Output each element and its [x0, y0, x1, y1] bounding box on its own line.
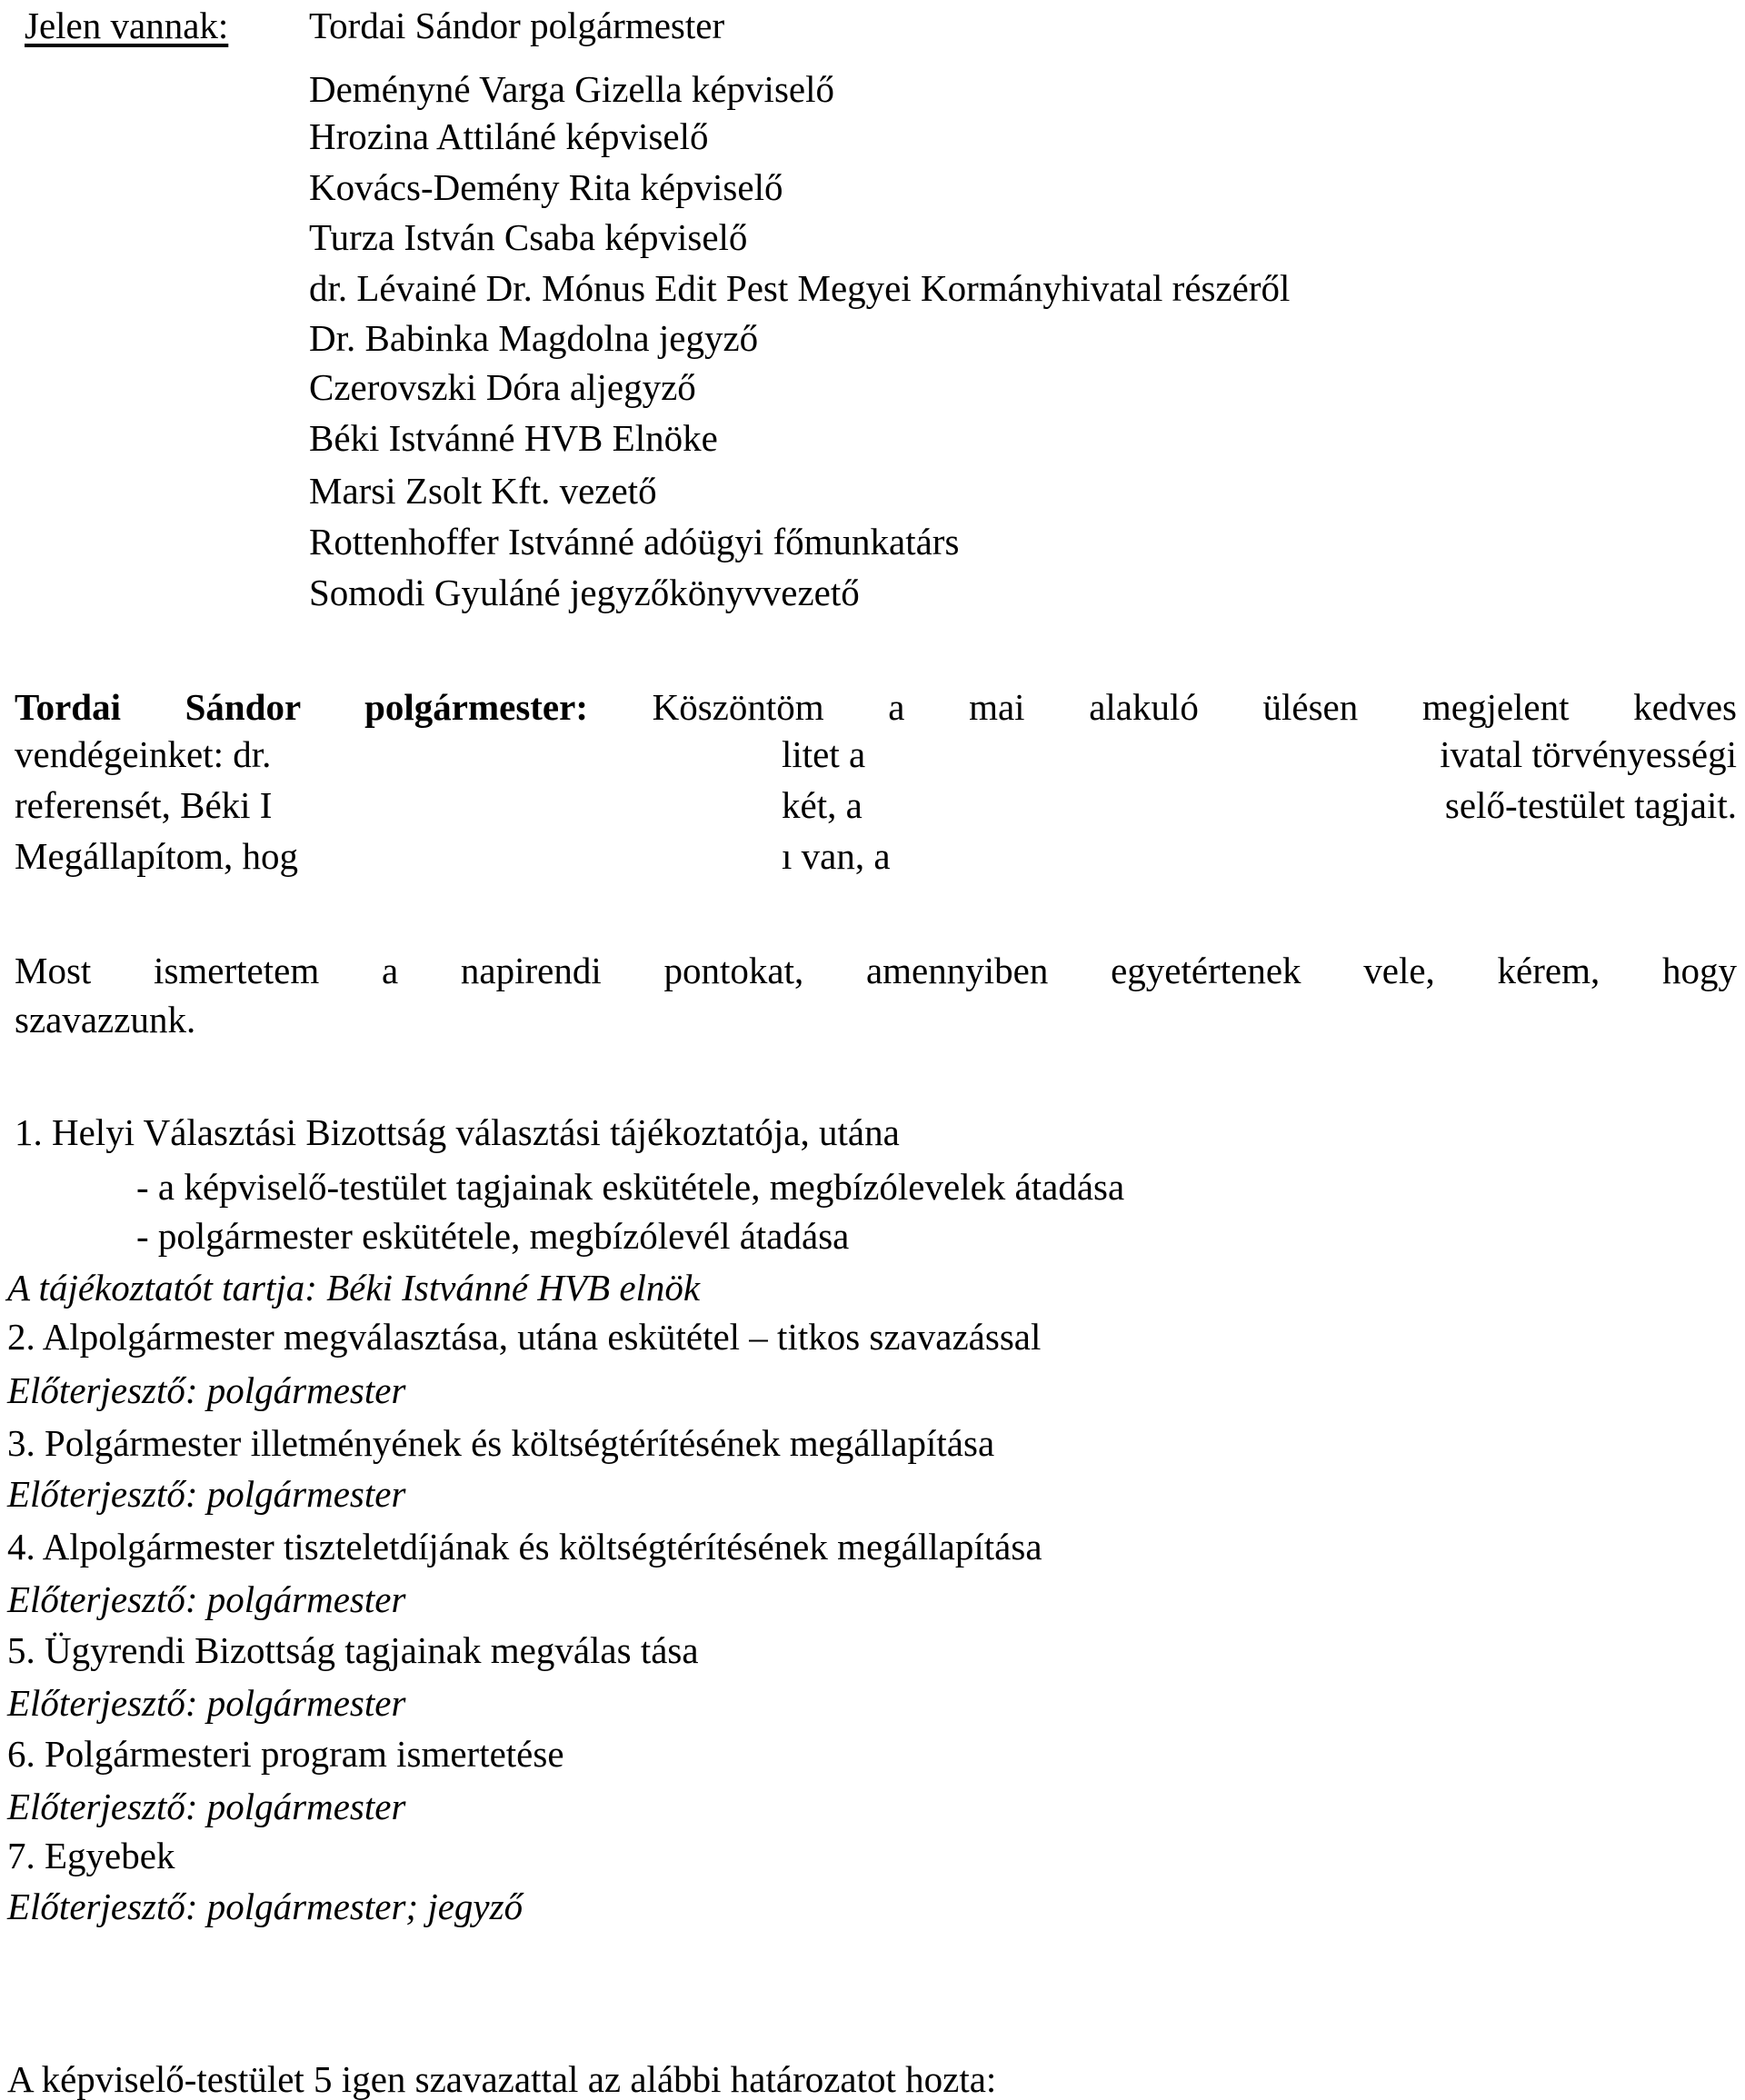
opening-line-2 [15, 733, 1737, 778]
opening-line-3 [15, 784, 1737, 829]
attendee-item: Rottenhoffer Istvánné adóügyi főmunkatárs [309, 521, 960, 562]
agenda-subitem: - a képviselő-testület tagjainak eskütétele, megbízólevelek átadása [136, 1166, 1125, 1208]
attendee-item: Somodi Gyuláné jegyzőkönyvvezető [309, 572, 860, 613]
agenda-item-title: 7. Egyebek [7, 1835, 175, 1876]
agenda-intro-line-2: szavazzunk. [15, 999, 196, 1040]
opening-fragment: Megállapítom, hog [15, 835, 299, 877]
agenda-item-title: 5. Ügyrendi Bizottság tagjainak megválas tása [7, 1629, 699, 1671]
opening-fragment: referensét, Béki I [15, 784, 273, 826]
attendee-item: Czerovszki Dóra aljegyző [309, 366, 696, 408]
attendee-item: Deményné Varga Gizella képviselő [309, 68, 834, 110]
agenda-subitem: - polgármester eskütétele, megbízólevél átadása [136, 1215, 850, 1257]
opening-fragment: két, a [782, 784, 863, 826]
attendee-item: Marsi Zsolt Kft. vezető [309, 470, 657, 512]
agenda-presenter: Előterjesztő: polgármester [7, 1369, 406, 1411]
attendee-item: Béki Istvánné HVB Elnöke [309, 417, 718, 459]
opening-line-1 [15, 686, 1737, 728]
agenda-item-title: 6. Polgármesteri program ismertetése [7, 1733, 564, 1775]
attendee-item: Tordai Sándor polgármester [309, 5, 725, 46]
agenda-presenter: Előterjesztő: polgármester [7, 1578, 406, 1620]
attendee-item: Dr. Babinka Magdolna jegyző [309, 317, 759, 359]
opening-fragment: ivatal törvényességi [1440, 733, 1737, 775]
agenda-presenter: A tájékoztatót tartja: Béki Istvánné HVB elnök [7, 1267, 701, 1309]
agenda-item-title: 2. Alpolgármester megválasztása, utána eskütétel – titkos szavazással [7, 1316, 1042, 1358]
speaker-name: Tordai Sándor polgármester: [15, 686, 588, 728]
agenda-presenter: Előterjesztő: polgármester [7, 1786, 406, 1827]
agenda-presenter: Előterjesztő: polgármester [7, 1473, 406, 1515]
agenda-presenter: Előterjesztő: polgármester; jegyző [7, 1886, 524, 1927]
attendance-label: Jelen vannak: [25, 5, 229, 46]
agenda-presenter: Előterjesztő: polgármester [7, 1682, 406, 1724]
opening-text: Köszöntöm a mai alakuló ülésen megjelent kedves [652, 686, 1737, 728]
attendee-item: Turza István Csaba képviselő [309, 216, 748, 258]
opening-line-4 [15, 835, 1737, 880]
agenda-item-title: 4. Alpolgármester tiszteletdíjának és költségtérítésének megállapítása [7, 1526, 1042, 1568]
attendee-item: dr. Lévainé Dr. Mónus Edit Pest Megyei Kormányhivatal részéről [309, 267, 1291, 309]
attendee-item: Hrozina Attiláné képviselő [309, 115, 709, 157]
agenda-intro-line-1: Most ismertetem a napirendi pontokat, amennyiben egyetértenek vele, kérem, hogy [15, 950, 1737, 991]
resolution-intro: A képviselő-testület 5 igen szavazattal az alábbi határozatot hozta: [7, 2058, 997, 2100]
opening-fragment: ı van, a [782, 835, 891, 877]
attendee-item: Kovács-Demény Rita képviselő [309, 166, 783, 208]
opening-fragment: selő-testület tagjait. [1444, 784, 1737, 826]
opening-fragment: vendégeinket: dr. [15, 733, 272, 775]
agenda-item-title: 1. Helyi Választási Bizottság választási tájékoztatója, utána [15, 1111, 900, 1153]
opening-fragment: litet a [782, 733, 866, 775]
agenda-item-title: 3. Polgármester illetményének és költségtérítésének megállapítása [7, 1422, 995, 1464]
